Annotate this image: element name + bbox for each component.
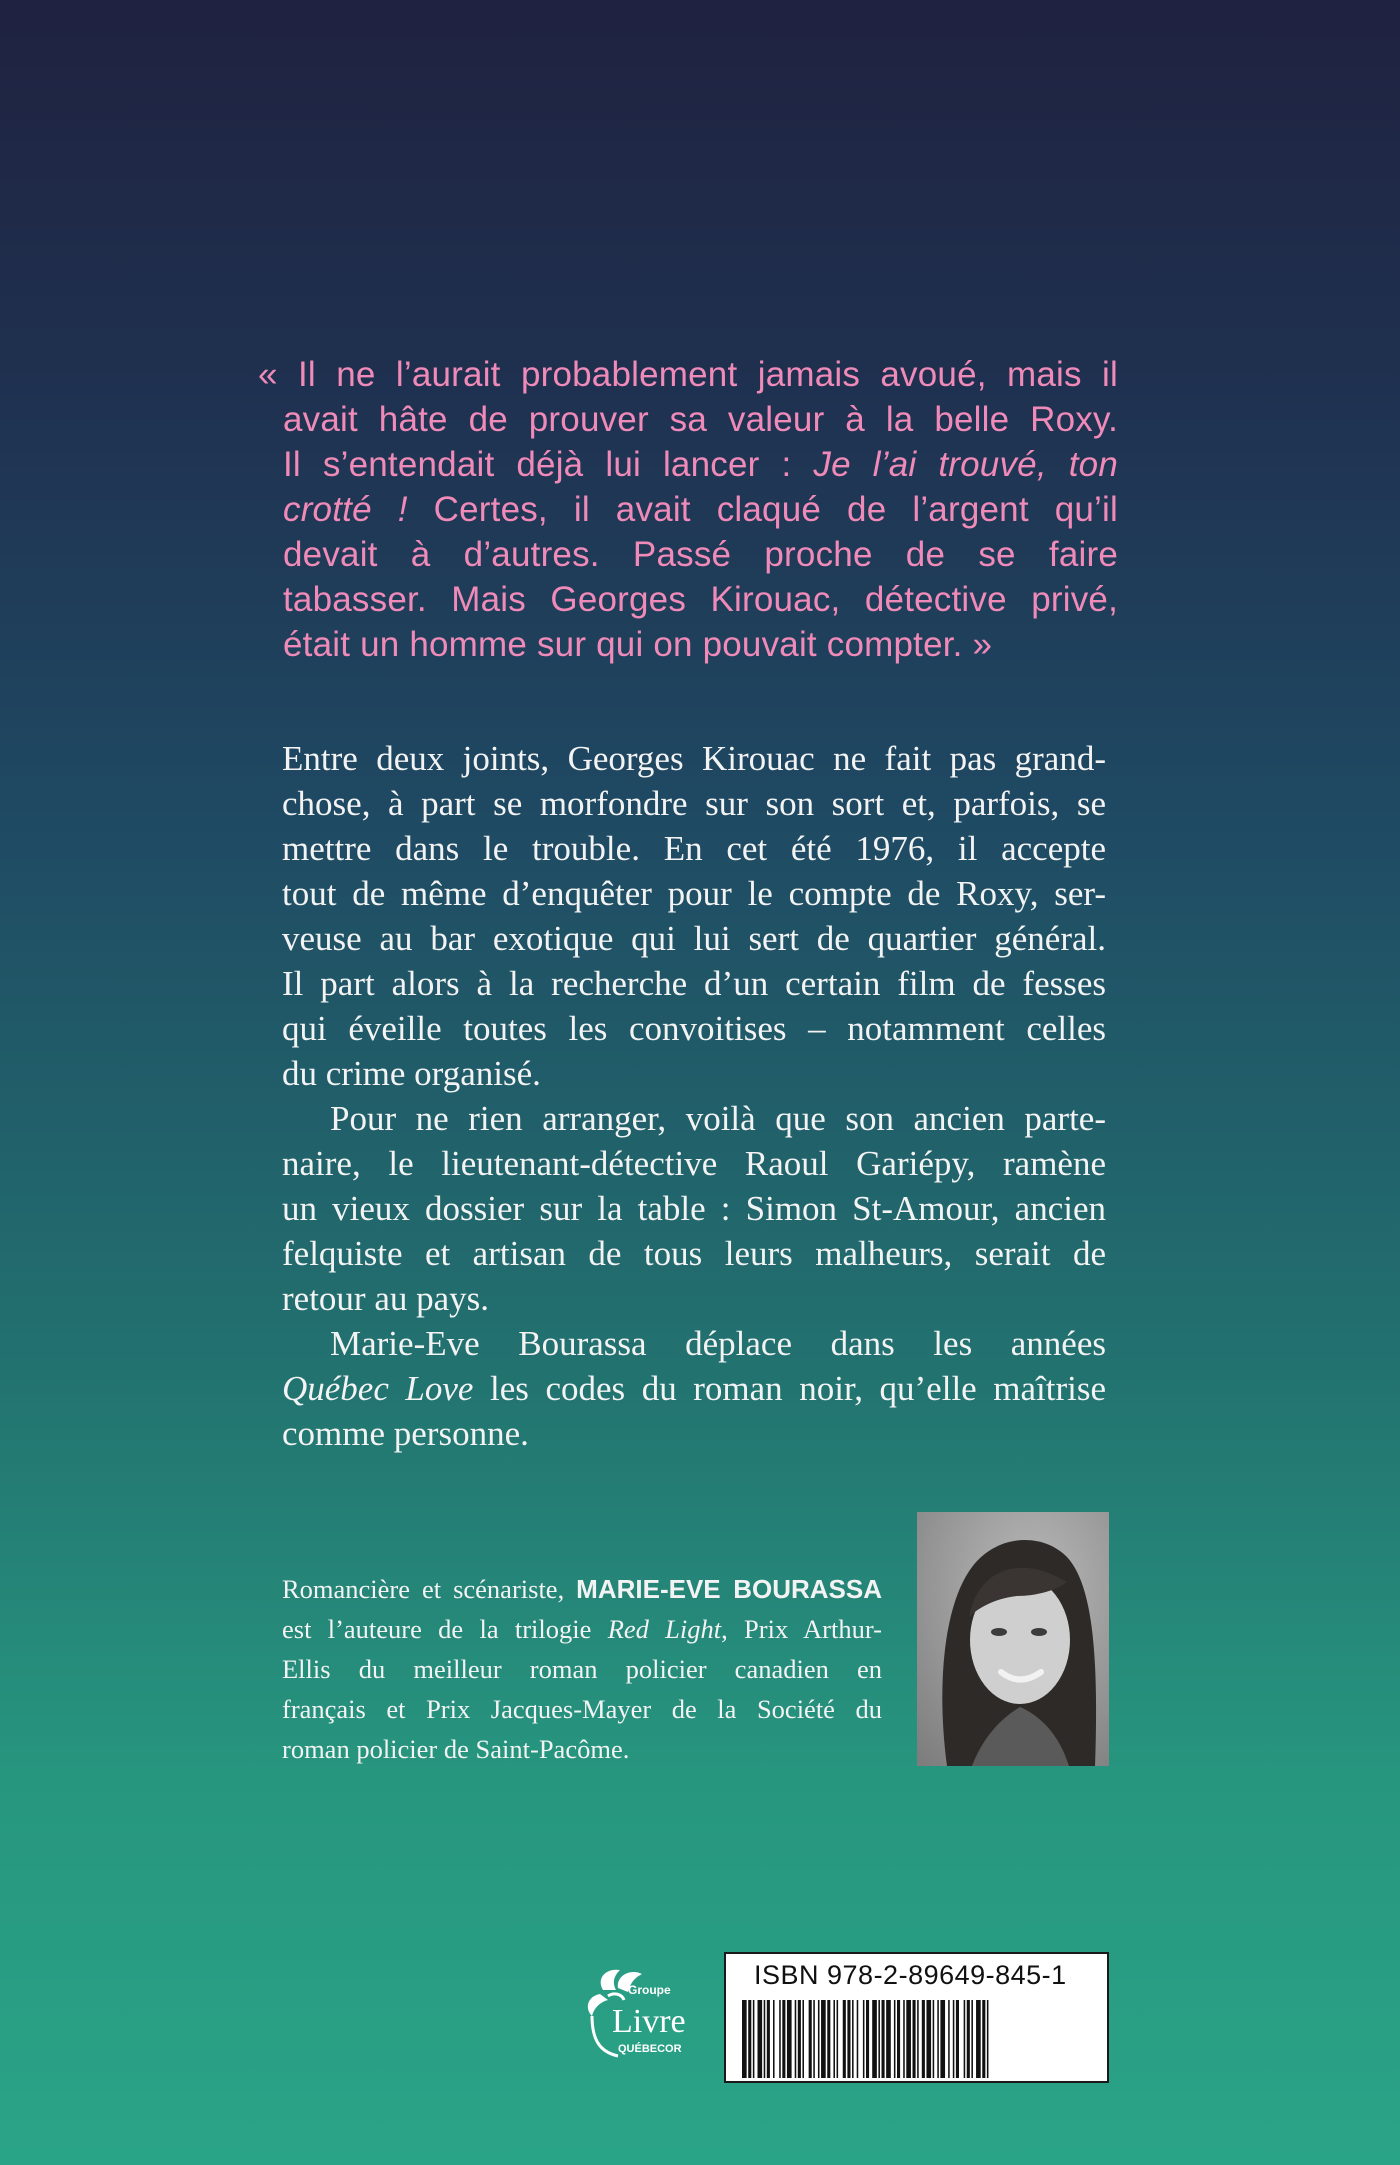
barcode-bar xyxy=(976,2000,981,2078)
synopsis-line: Marie-Eve Bourassa déplace dans les années xyxy=(330,1324,1106,1363)
barcode-bar xyxy=(982,2000,985,2078)
quote-line: « Il ne l’aurait probablement jamais avoué, mais il xyxy=(258,355,1118,394)
barcode-bar xyxy=(767,2000,770,2078)
synopsis-line: un vieux dossier sur la table : Simon St-Amour, ancien xyxy=(282,1189,1106,1228)
quote-line: crotté ! Certes, il avait claqué de l’argent qu’il xyxy=(283,490,1118,529)
synopsis-line: chose, à part se morfondre sur son sort et, parfois, se xyxy=(282,784,1106,823)
synopsis-line: felquiste et artisan de tous leurs malheurs, serait de xyxy=(282,1234,1106,1273)
barcode-bar xyxy=(742,2000,747,2078)
quote-line: avait hâte de prouver sa valeur à la belle Roxy. xyxy=(283,400,1118,439)
barcode-bar xyxy=(953,2000,955,2078)
synopsis-line: tout de même d’enquêter pour le compte de Roxy, ser- xyxy=(282,874,1106,913)
barcode-bar xyxy=(917,2000,919,2078)
synopsis-line: comme personne. xyxy=(282,1414,529,1453)
synopsis-line: mettre dans le trouble. En cet été 1976, il accepte xyxy=(282,829,1106,868)
barcode-bar xyxy=(773,2000,775,2078)
isbn-label: ISBN 978-2-89649-845-1 xyxy=(754,1960,1067,1990)
synopsis xyxy=(282,736,1106,1456)
barcode-bar xyxy=(937,2000,939,2078)
barcode-bar xyxy=(809,2000,812,2078)
barcode-bar xyxy=(813,2000,815,2078)
barcode-bar xyxy=(818,2000,820,2078)
barcode-bar xyxy=(926,2000,931,2078)
barcode-bar xyxy=(886,2000,891,2078)
synopsis-line: veuse au bar exotique qui lui sert de quartier général. xyxy=(282,919,1106,958)
synopsis-line: naire, le lieutenant-détective Raoul Gariépy, ramène xyxy=(282,1144,1106,1183)
barcode-bar xyxy=(863,2000,865,2078)
barcode-bar xyxy=(795,2000,797,2078)
barcode-bar xyxy=(882,2000,885,2078)
synopsis-line: du crime organisé. xyxy=(282,1054,541,1093)
barcode-bar xyxy=(894,2000,896,2078)
author-name: MARIE-EVE BOURASSA xyxy=(576,1574,882,1604)
barcode-bar xyxy=(903,2000,905,2078)
synopsis-line: Entre deux joints, Georges Kirouac ne fait pas grand- xyxy=(282,739,1106,778)
barcode-bar xyxy=(964,2000,966,2078)
author-photo xyxy=(917,1512,1109,1766)
barcode-bar xyxy=(779,2000,781,2078)
bio-line: est l’auteure de la trilogie Red Light, Prix Arthur- xyxy=(282,1614,882,1644)
synopsis-line: qui éveille toutes les convoitises – notamment celles xyxy=(282,1009,1106,1048)
author-bio xyxy=(282,1569,882,1769)
barcode-bar xyxy=(913,2000,916,2078)
barcode-bar xyxy=(821,2000,826,2078)
synopsis-line: Il part alors à la recherche d’un certain film de fesses xyxy=(282,964,1106,1003)
barcode-bar xyxy=(878,2000,880,2078)
barcode-bar xyxy=(940,2000,945,2078)
barcode-bar xyxy=(802,2000,804,2078)
quote-line: était un homme sur qui on pouvait compter. » xyxy=(283,625,993,664)
barcode-bar xyxy=(758,2000,763,2078)
barcode-bar xyxy=(748,2000,751,2078)
quote-line: tabasser. Mais Georges Kirouac, détective privé, xyxy=(283,580,1118,619)
quote-line: Il s’entendait déjà lui lancer : Je l’ai trouvé, ton xyxy=(283,445,1118,484)
barcode-bar xyxy=(933,2000,935,2078)
barcode-bar xyxy=(857,2000,859,2078)
barcode-bar xyxy=(843,2000,846,2078)
barcode-bar xyxy=(967,2000,970,2078)
barcode-bar xyxy=(847,2000,850,2078)
barcode-bar xyxy=(971,2000,973,2078)
quote-line: devait à d’autres. Passé proche de se faire xyxy=(283,535,1118,574)
bio-line: roman policier de Saint-Pacôme. xyxy=(282,1734,630,1764)
logo-text-quebecor: QUÉBECOR xyxy=(618,2043,682,2055)
barcode-bar xyxy=(872,2000,877,2078)
bio-line: français et Prix Jacques-Mayer de la Société du xyxy=(282,1694,882,1724)
barcode-bar xyxy=(956,2000,959,2078)
barcode-bar xyxy=(753,2000,755,2078)
barcode-bar xyxy=(866,2000,869,2078)
barcode-bar xyxy=(764,2000,766,2078)
barcode-bar xyxy=(987,2000,989,2078)
barcode-bar xyxy=(798,2000,801,2078)
barcode-bar xyxy=(787,2000,792,2078)
logo-text-groupe: Groupe xyxy=(628,1983,671,1997)
logo-text-livre: Livre xyxy=(612,2003,686,2040)
barcode-bar xyxy=(833,2000,835,2078)
barcode-bar xyxy=(837,2000,839,2078)
bio-line: Ellis du meilleur roman policier canadien en xyxy=(282,1654,882,1684)
barcode-bar xyxy=(922,2000,925,2078)
barcode-bar xyxy=(948,2000,950,2078)
barcode-bar xyxy=(827,2000,830,2078)
synopsis-line: Pour ne rien arranger, voilà que son ancien parte- xyxy=(330,1099,1106,1138)
synopsis-line: retour au pays. xyxy=(282,1279,490,1318)
synopsis-line: Québec Love les codes du roman noir, qu’elle maîtrise xyxy=(282,1369,1106,1408)
barcode-bar xyxy=(897,2000,900,2078)
bio-line: Romancière et scénariste, MARIE-EVE BOURASSA xyxy=(282,1574,882,1604)
barcode-bar xyxy=(852,2000,854,2078)
pull-quote xyxy=(258,352,1118,667)
isbn-barcode-box xyxy=(724,1952,1109,2083)
barcode xyxy=(740,2000,1095,2078)
barcode-bar xyxy=(906,2000,911,2078)
groupe-livre-quebecor-logo xyxy=(578,1960,698,2065)
barcode-bar xyxy=(782,2000,785,2078)
